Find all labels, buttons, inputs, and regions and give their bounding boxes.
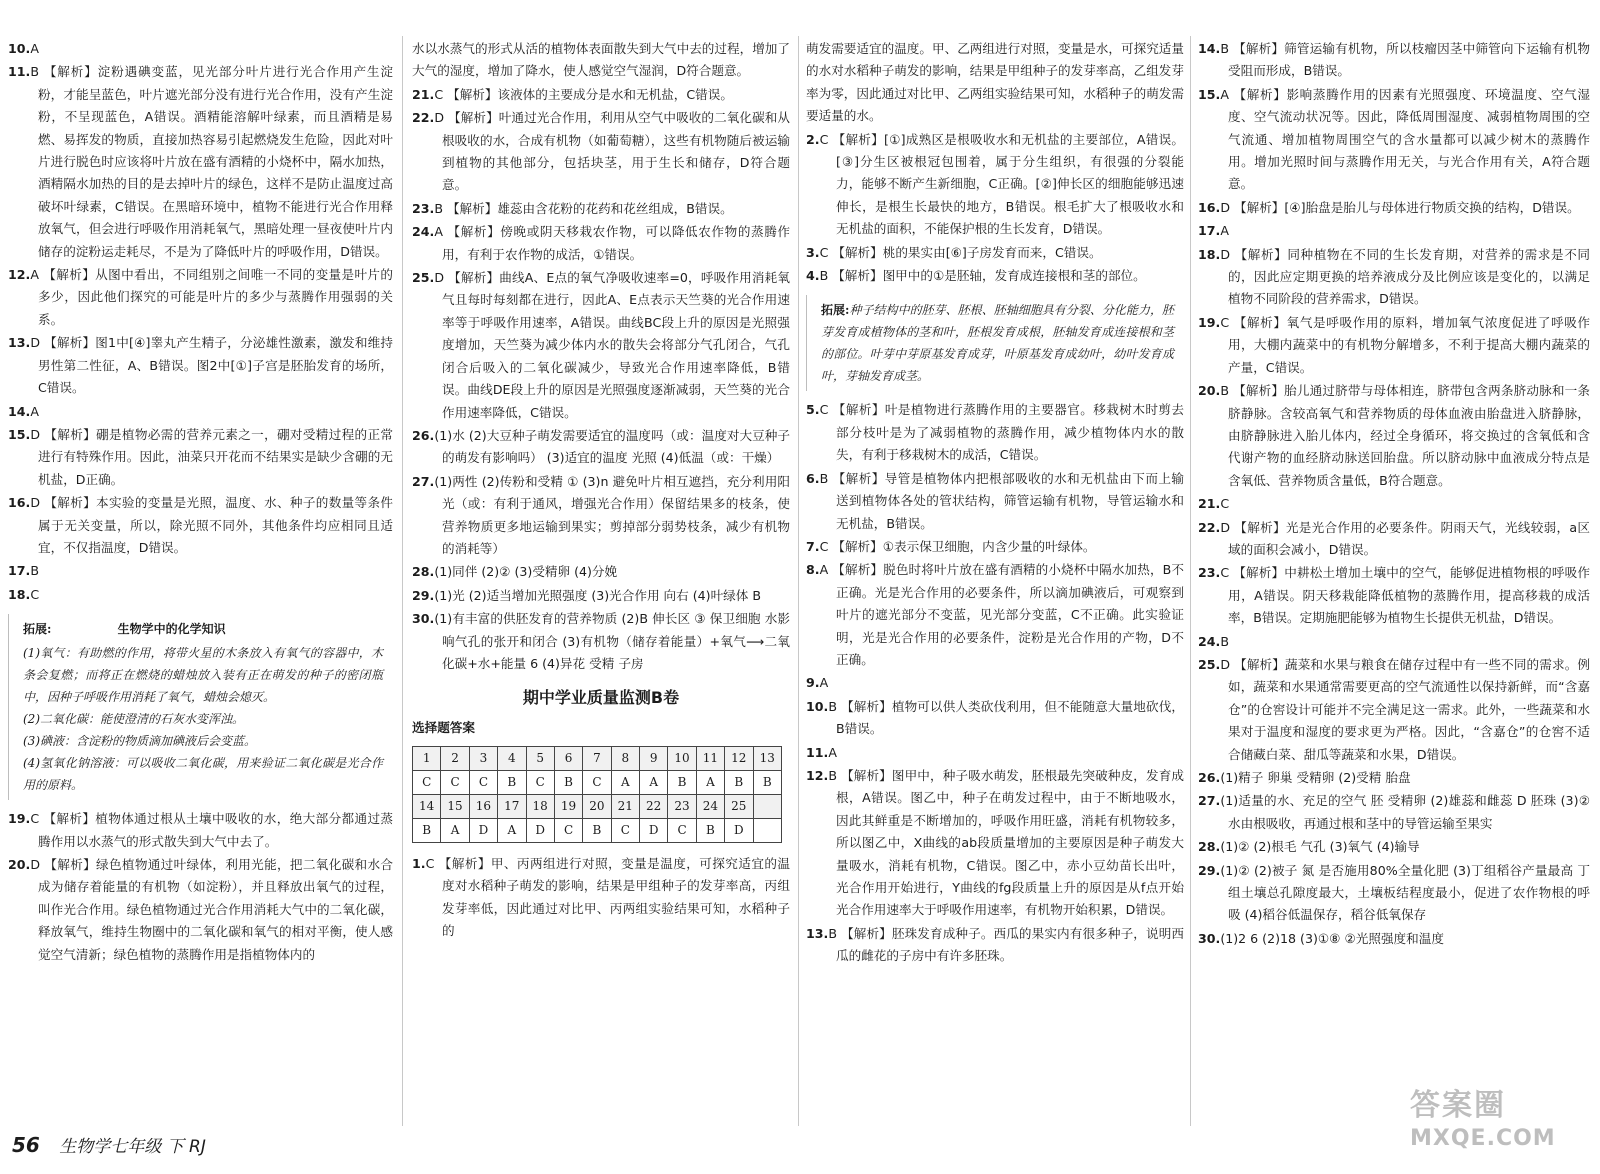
answer-table-cell: A <box>696 770 724 794</box>
answer-item <box>412 107 790 197</box>
page-number: 56 <box>12 1133 40 1157</box>
extension-line: (3)碘液：含淀粉的物质滴加碘液后会变蓝。 <box>23 734 256 749</box>
watermark-cn: 答案圈 <box>1410 1088 1506 1123</box>
answer-table-cell: 21 <box>611 794 639 818</box>
answer-table-cell: B <box>583 818 611 842</box>
answer-table-cell: 7 <box>583 746 611 770</box>
answer-table-cell: 14 <box>413 794 441 818</box>
answer-text: (1)水 (2)大豆种子萌发需要适宜的温度吗（或：温度对大豆种子的萌发有影响吗） (3)适宜的温度 光照 (4)低温（或：干燥） <box>434 427 790 466</box>
answer-text: C 【解析】甲、丙两组进行对照，变量是温度，可探究适宜的温度对水稻种子萌发的影响，结果是甲组种子的发芽率高，丙组发芽率低，因此通过对比甲、丙两组实验结果可知，水稻种子的 <box>425 855 790 938</box>
answer-item <box>412 198 790 220</box>
answer-text: C 【解析】叶是植物进行蒸腾作用的主要器官。移栽树木时剪去部分枝叶是为了减弱植物的蒸腾作用，减少植物体内水的散失，有利于移栽树木的成活，C错误。 <box>819 402 1184 463</box>
page-footer <box>12 1132 206 1157</box>
answer-table-cell <box>753 818 782 842</box>
answer-text: B <box>1220 633 1229 649</box>
answer-item <box>806 923 1184 968</box>
question-number: 28. <box>412 564 435 580</box>
answer-item <box>1198 380 1590 492</box>
answer-text: A <box>30 41 39 56</box>
question-number: 27. <box>1198 793 1221 809</box>
answer-item <box>8 332 393 399</box>
answer-table-number-row <box>413 746 782 770</box>
answer-table-cell: 10 <box>668 746 696 770</box>
answer-text: A 【解析】傍晚或阴天移栽农作物，可以降低农作物的蒸腾作用，有利于农作物的成活，①错误。 <box>434 224 790 262</box>
question-number: 19. <box>1198 314 1221 330</box>
answer-table <box>412 746 782 843</box>
answer-item <box>412 425 790 470</box>
answer-text: C 【解析】该液体的主要成分是水和无机盐，C错误。 <box>434 86 733 102</box>
watermark-logo <box>1410 1080 1590 1160</box>
question-number: 11. <box>806 744 829 760</box>
answer-item <box>1198 836 1590 858</box>
answer-table-cell: 17 <box>498 794 526 818</box>
answer-item <box>1198 562 1590 629</box>
answer-item <box>412 471 790 561</box>
answer-table-cell: D <box>725 818 753 842</box>
section-title: 期中学业质量监测B卷 <box>522 688 680 708</box>
answer-text: (1)光 (2)适当增加光照强度 (3)光合作用 向右 (4)叶绿体 B <box>434 587 762 603</box>
answer-text: (1)② (2)被子 氮 是否施用80%全量化肥 (3)丁组稻谷产量最高 丁组土壤总孔隙度最大，土壤板结程度最小，促进了农作物根的呼吸 (4)稻谷低温保存，稻谷低氧保存 <box>1220 862 1590 923</box>
answer-table-cell: D <box>526 818 554 842</box>
answer-item <box>1198 631 1590 653</box>
answer-text: A 【解析】脱色时将叶片放在盛有酒精的小烧杯中隔水加热，B不正确。光是光合作用的必要条件，所以滴加碘液后，可观察到叶片的遮光部分不变蓝，见光部分变蓝，C不正确。此实验证明，光是光合作用的必要条件，淀粉是光合作用的产物，D不正确。 <box>819 562 1184 667</box>
answer-item <box>806 672 1184 694</box>
extension-lines <box>23 642 383 796</box>
answer-text: (1)2 6 (2)18 (3)①⑧ ②光照强度和温度 <box>1220 930 1444 946</box>
answer-text: A 【解析】影响蒸腾作用的因素有光照强度、环境温度、空气湿度、空气流动状况等。因此，降低周围湿度、减弱植物周围的空气流通、增加植物周围空气的含水量都可以减少树木的蒸腾作用。增加光照时间与蒸腾作用无关，与光合作用有关，A符合题意。 <box>1220 86 1590 192</box>
answer-table-cell: C <box>583 770 611 794</box>
watermark-en: MXQE.COM <box>1410 1126 1556 1151</box>
question-number: 12. <box>806 767 829 783</box>
question-number: 14. <box>1198 41 1221 56</box>
answer-text: D 【解析】本实验的变量是光照，温度、水、种子的数量等条件属于无关变量，所以，除光照不同外，其他条件均应相同且适宜，不仅指温度，D错误。 <box>30 495 393 555</box>
answer-list-col4 <box>1198 38 1590 950</box>
answer-text: D 【解析】[④]胎盘是胎儿与母体进行物质交换的结构，D错误。 <box>1220 199 1580 215</box>
answer-table-cell: 12 <box>725 746 753 770</box>
question-number: 24. <box>412 224 435 240</box>
question-number: 16. <box>8 495 31 511</box>
question-number: 24. <box>1198 633 1221 649</box>
answer-text: 萌发需要适宜的温度。甲、乙两组进行对照，变量是水，可探究适量的水对水稻种子萌发的影响，结果是甲组种子的发芽率高，乙组发芽率为零，因此通过对比甲、乙两组实验结果可知，水稻种子的萌发需要适量的水。 <box>806 41 1184 124</box>
answer-table-cell: C <box>611 818 639 842</box>
answer-text: D 【解析】光是光合作用的必要条件。阴雨天气，光线较弱，a区域的面积会减小，D错误。 <box>1220 519 1590 557</box>
answer-table-cell: B <box>696 818 724 842</box>
answer-table-cell: B <box>668 770 696 794</box>
answer-table-cell: 18 <box>526 794 554 818</box>
question-number: 8. <box>806 562 820 578</box>
answer-text: C 【解析】桃的果实由[⑥]子房发育而来，C错误。 <box>819 244 1102 260</box>
answer-item <box>806 765 1184 922</box>
answer-item <box>1198 84 1590 196</box>
column-2 <box>412 38 790 1118</box>
extension-header <box>23 618 383 640</box>
answer-table-cell: A <box>441 818 469 842</box>
question-number: 25. <box>412 270 435 286</box>
question-number: 17. <box>8 563 31 579</box>
question-number: 16. <box>1198 199 1221 215</box>
question-number: 22. <box>1198 519 1221 535</box>
answer-table-cell: A <box>498 818 526 842</box>
answer-item <box>806 468 1184 535</box>
answer-table-cell <box>753 794 782 818</box>
answer-item <box>806 399 1184 466</box>
answer-item <box>1198 860 1590 927</box>
answer-item <box>8 61 393 263</box>
question-number: 19. <box>8 811 31 827</box>
question-number: 18. <box>8 586 31 602</box>
answer-item <box>1198 493 1590 515</box>
book-title: 生物学七年级 下 RJ <box>59 1137 206 1157</box>
question-number: 10. <box>8 41 31 56</box>
extension-label: 拓展: <box>23 622 52 637</box>
answer-table-cell: D <box>469 818 497 842</box>
question-number: 15. <box>8 426 31 442</box>
question-number: 28. <box>1198 839 1221 855</box>
answer-table-cell: 25 <box>725 794 753 818</box>
answer-text: D 【解析】蔬菜和水果与粮食在储存过程中有一些不同的需求。例如，蔬菜和水果通常需要更高的空气流通性以保持新鲜，而“含嘉仓”的仓窖设计可能并不完全满足这一需求。此外，一些蔬菜和水果对于温度和湿度的要求更为严格。因此，“含嘉仓”的仓窖不适合储藏白菜、甜瓜等蔬菜和水果，D错误。 <box>1220 656 1590 762</box>
answer-text: D 【解析】叶通过光合作用，利用从空气中吸收的二氧化碳和从根吸收的水，合成有机物（如葡萄糖），这些有机物随后被运输到植物的其他部分，包括块茎，用于生长和储存，D符合题意。 <box>434 110 790 193</box>
answer-table-cell: C <box>668 818 696 842</box>
answer-text: B 【解析】筛管运输有机物，所以枝瘤因茎中筛管向下运输有机物受阻而形成，B错误。 <box>1220 41 1590 79</box>
question-number: 13. <box>806 925 829 941</box>
question-number: 23. <box>1198 565 1221 581</box>
answer-item <box>8 264 393 331</box>
answer-table-cell: 23 <box>668 794 696 818</box>
extension-line: (1)氧气：有助燃的作用，将带火星的木条放入有氧气的容器中，木条会复燃；而将正在燃烧的蜡烛放入装有正在萌发的种子的密闭瓶中，因种子呼吸作用消耗了氧气，蜡烛会熄灭。 <box>23 646 383 705</box>
answer-table-cell: 11 <box>696 746 724 770</box>
question-number: 30. <box>1198 930 1221 946</box>
question-number: 20. <box>8 856 31 872</box>
column-divider <box>1190 36 1191 1126</box>
question-number: 15. <box>1198 86 1221 102</box>
answer-item <box>8 584 393 606</box>
question-number: 17. <box>1198 223 1221 239</box>
extension-line: (4)氢氧化钠溶液：可以吸收二氧化碳，用来验证二氧化碳是光合作用的原料。 <box>23 756 383 793</box>
answer-item <box>8 560 393 582</box>
answer-text: 水以水蒸气的形式从活的植物体表面散失到大气中去的过程，增加了大气的湿度，增加了降水，使人感觉空气湿润，D符合题意。 <box>412 41 790 79</box>
answer-table-cell: 19 <box>554 794 582 818</box>
answer-table-cell: C <box>554 818 582 842</box>
answer-item <box>1198 767 1590 789</box>
answer-table-cell: 24 <box>696 794 724 818</box>
answer-list-col2b <box>412 853 790 943</box>
answer-item <box>412 608 790 675</box>
answer-table-cell: A <box>611 770 639 794</box>
answer-table-cell: 4 <box>498 746 526 770</box>
question-number: 27. <box>412 473 435 489</box>
question-number: 12. <box>8 267 31 283</box>
question-number: 21. <box>412 86 435 102</box>
answer-text: (1)两性 (2)传粉和受精 ① (3)n 避免叶片相互遮挡，充分利用阳光（或：有利于通风，增强光合作用）保留结果多的枝条，使营养物质更多地运输到果实；剪掉部分弱势枝条，减少有机物的消耗等） <box>434 473 790 556</box>
question-number: 22. <box>412 110 435 126</box>
answer-text: D 【解析】同种植物在不同的生长发育期，对营养的需求是不同的，因此应定期更换的培养液成分及比例应该是变化的，以满足植物不同阶段的营养需求，D错误。 <box>1220 246 1590 307</box>
answer-table-cell: B <box>753 770 782 794</box>
question-number: 23. <box>412 200 435 216</box>
answer-item <box>412 221 790 266</box>
answer-text: (1)适量的水、充足的空气 胚 受精卵 (2)雄蕊和雌蕊 D 胚珠 (3)② 水由根吸收，再通过根和茎中的导管运输至果实 <box>1220 793 1590 831</box>
question-number: 30. <box>412 611 435 627</box>
answer-table-cell: 5 <box>526 746 554 770</box>
question-number: 10. <box>806 698 829 714</box>
answer-text: C 【解析】植物体通过根从土壤中吸收的水，绝大部分都通过蒸腾作用以水蒸气的形式散失到大气中去了。 <box>30 811 393 849</box>
answer-text: B 【解析】胎儿通过脐带与母体相连，脐带包含两条脐动脉和一条脐静脉。含较高氧气和营养物质的母体血液由胎盘进入脐静脉，由脐静脉进入胎儿体内，经过全身循环，将交换过的含氧低和含代谢产物的血经脐动脉送回胎盘。所以脐动脉中血液成分特点是含氧低、营养物质含量低，B符合题意。 <box>1220 383 1590 488</box>
question-number: 25. <box>1198 656 1221 672</box>
answer-item <box>412 853 790 943</box>
answer-text: B 【解析】图甲中，种子吸水萌发，胚根最先突破种皮，发育成根，A错误。图乙中，种子在萌发过程中，由于不断地吸水，因此其鲜重是不断增加的，呼吸作用旺盛，消耗有机物较多，所以图乙中，X曲线的ab段质量增加的主要原因是种子萌发大量吸水，消耗有机物，C错误。图乙中，赤小豆幼苗长出叶，光合作用开始进行，Y曲线的fg段质量上升的原因是从f点开始光合作用速率大于呼吸作用速率，有机物开始积累，D错误。 <box>828 767 1184 918</box>
column-4 <box>1198 38 1590 1118</box>
answer-text: C <box>1220 496 1230 512</box>
answer-item <box>806 242 1184 264</box>
question-number: 13. <box>8 335 31 351</box>
answer-item <box>1198 244 1590 311</box>
question-number: 26. <box>1198 770 1221 785</box>
answer-text: B 【解析】雄蕊由含花粉的花药和花丝组成，B错误。 <box>434 200 733 216</box>
column-1 <box>8 38 393 1118</box>
question-number: 26. <box>412 427 435 443</box>
answer-table-cell: 8 <box>611 746 639 770</box>
answer-table-cell: B <box>498 770 526 794</box>
extension-box-chemistry <box>8 614 393 800</box>
question-number: 18. <box>1198 246 1221 262</box>
answer-table-cell: C <box>441 770 469 794</box>
answer-text: C 【解析】①表示保卫细胞，内含少量的叶绿体。 <box>819 538 1096 554</box>
answer-item <box>1198 928 1590 950</box>
column-divider <box>798 36 799 1126</box>
answer-item <box>8 424 393 491</box>
answer-item <box>806 129 1184 241</box>
answer-text: A <box>30 403 39 419</box>
answer-table-cell: B <box>554 770 582 794</box>
column-3 <box>806 38 1184 1118</box>
answer-item <box>412 585 790 607</box>
answer-table-cell: 15 <box>441 794 469 818</box>
answer-text: B 【解析】胚珠发育成种子。西瓜的果实内有很多种子，说明西瓜的雌花的子房中有许多胚珠。 <box>828 925 1184 964</box>
answer-item <box>8 38 393 60</box>
answer-text: D 【解析】图1中[④]睾丸产生精子，分泌雄性激素，激发和维持男性第二性征，A、B错误。图2中[①]子宫是胚胎发育的场所，C错误。 <box>30 335 393 396</box>
answer-text: B 【解析】图甲中的①是胚轴，发育成连接根和茎的部位。 <box>819 268 1146 284</box>
answer-item <box>1198 220 1590 242</box>
answer-table-cell: 16 <box>469 794 497 818</box>
extension-line: 种子结构中的胚芽、胚根、胚轴细胞具有分裂、分化能力，胚芽发育成植物体的茎和叶，胚根发育成根，胚轴发育成连接根和茎的部位。叶芽中芽原基发育成芽，叶原基发育成幼叶，幼叶发育成叶，芽轴发育成茎。 <box>821 303 1174 384</box>
answer-item <box>1198 654 1590 766</box>
answer-text: C 【解析】中耕松土增加土壤中的空气，能够促进植物根的呼吸作用，A错误。阴天移栽能降低植物的蒸腾作用，提高移栽的成活率，B错误。定期施肥能够为植物生长提供无机盐，D错误。 <box>1220 565 1590 626</box>
answer-table-cell: 22 <box>640 794 668 818</box>
answer-item <box>806 559 1184 671</box>
answer-table-cell: C <box>413 770 441 794</box>
question-number: 3. <box>806 244 820 260</box>
answer-list-col3b <box>806 399 1184 967</box>
extension-title: 生物学中的化学知识 <box>117 622 226 637</box>
answer-text: A <box>819 675 829 691</box>
question-number: 11. <box>8 64 31 80</box>
answer-table-number-row <box>413 794 782 818</box>
answer-text: D 【解析】硼是植物必需的营养元素之一，硼对受精过程的正常进行有特殊作用。因此，油菜只开花而不结果实是缺少含硼的无机盐，D正确。 <box>30 426 393 487</box>
answer-table-cell: 6 <box>554 746 582 770</box>
answer-text: B <box>30 563 39 579</box>
answer-item <box>806 536 1184 558</box>
extension-box-seed <box>806 295 1184 391</box>
question-number: 2. <box>806 131 820 147</box>
answer-item <box>1198 312 1590 379</box>
question-number: 5. <box>806 402 820 418</box>
answer-text: B 【解析】植物可以供人类砍伐利用，但不能随意大量地砍伐，B错误。 <box>828 698 1184 737</box>
answer-item <box>8 854 393 966</box>
section-subtitle: 选择题答案 <box>412 720 475 736</box>
answer-table-cell: 3 <box>469 746 497 770</box>
answer-text: A 【解析】从图中看出，不同组别之间唯一不同的变量是叶片的多少，因此他们探究的可能是叶片的多少与蒸腾作用强弱的关系。 <box>30 267 393 327</box>
answer-item <box>412 84 790 106</box>
answer-text: (1)有丰富的供胚发育的营养物质 (2)B 伸长区 ③ 保卫细胞 水影响气孔的张开和闭合 (3)有机物（储存着能量）+氧气⟶二氧化碳+水+能量 6 (4)异花 受精 子房 <box>434 611 790 671</box>
answer-item <box>1198 790 1590 835</box>
answer-item <box>412 38 790 83</box>
question-number: 4. <box>806 268 820 284</box>
answer-item <box>1198 38 1590 83</box>
answer-item <box>8 492 393 559</box>
column-divider <box>402 36 403 1126</box>
answer-table-cell: C <box>526 770 554 794</box>
answer-text: (1)同伴 (2)② (3)受精卵 (4)分娩 <box>434 564 618 580</box>
answer-table-cell: B <box>413 818 441 842</box>
answer-text: B 【解析】淀粉遇碘变蓝，见光部分叶片进行光合作用产生淀粉，才能呈蓝色，叶片遮光部分没有进行光合作用，没有产生淀粉，不呈现蓝色，A错误。酒精能溶解叶绿素，而且酒精是易燃、易挥发的物质，直接加热容易引起燃烧发生危险，因此对叶片进行脱色时应该将叶片放在盛有酒精的小烧杯中，隔水加热，酒精隔水加热的目的是去掉叶片的绿色，这样不是防止温度过高破坏叶绿素，C错误。在黑暗环境中，植物不能进行光合作用释放氧气，但会进行呼吸作用消耗氧气，黑暗处理一昼夜使叶片内储存的淀粉运走耗尽，不是为了降低叶片的呼吸作用，D错误。 <box>30 64 393 259</box>
answer-table-cell: 9 <box>640 746 668 770</box>
answer-table-cell: D <box>640 818 668 842</box>
answer-list-col3 <box>806 38 1184 287</box>
answer-text: D 【解析】曲线A、E点的氧气净吸收速率=0，呼吸作用消耗氧气且每时每刻都在进行，因此A、E点表示天竺葵的光合作用速率等于呼吸作用速率，A错误。曲线BC段上升的原因是光照强度增加，天竺葵为减少体内水的散失会将部分气孔闭合，气孔闭合后吸入的二氧化碳减少，导致光合作用速率降低，B错误。曲线DE段上升的原因是光照强度逐渐减弱，天竺葵的光合作用速率降低，C错误。 <box>434 270 790 420</box>
answer-item <box>8 401 393 423</box>
answer-text: A <box>828 744 837 760</box>
answer-item <box>806 265 1184 287</box>
extension-lines <box>821 299 1174 387</box>
question-number: 29. <box>412 587 435 603</box>
answer-text: (1)② (2)根毛 气孔 (3)氧气 (4)输导 <box>1220 839 1420 855</box>
answer-list-col1b <box>8 808 393 966</box>
answer-table-cell: 20 <box>583 794 611 818</box>
answer-list-col1 <box>8 38 393 606</box>
answer-table-cell: 2 <box>441 746 469 770</box>
answer-text: D 【解析】绿色植物通过叶绿体，利用光能，把二氧化碳和水合成为储存着能量的有机物（如淀粉），并且释放出氧气的过程，叫作光合作用。绿色植物通过光合作用消耗大气中的二氧化碳，释放氧气，维持生物圈中的二氧化碳和氧气的相对平衡，使人感觉空气清新；绿色植物的蒸腾作用是指植物体内的 <box>30 856 393 962</box>
answer-item <box>806 742 1184 764</box>
question-number: 20. <box>1198 383 1221 399</box>
answer-text: (1)精子 卵巢 受精卵 (2)受精 胎盘 <box>1220 770 1411 785</box>
answer-item <box>412 561 790 583</box>
answer-table-answer-row <box>413 818 782 842</box>
answer-text: A <box>1220 223 1229 239</box>
answer-item <box>1198 197 1590 219</box>
question-number: 29. <box>1198 862 1221 878</box>
answer-table-cell: B <box>725 770 753 794</box>
answer-table-cell: 1 <box>413 746 441 770</box>
question-number: 7. <box>806 538 820 554</box>
question-number: 21. <box>1198 496 1221 512</box>
extension-line: (2)二氧化碳：能使澄清的石灰水变浑浊。 <box>23 712 244 727</box>
answer-item <box>806 696 1184 741</box>
answer-item <box>8 808 393 853</box>
extension-label: 拓展: <box>821 303 850 318</box>
question-number: 6. <box>806 470 820 486</box>
answer-item <box>412 267 790 424</box>
answer-text: B 【解析】导管是植物体内把根部吸收的水和无机盐由下而上输送到植物体各处的管状结构，筛管运输有机物，导管运输水和无机盐，B错误。 <box>819 470 1184 531</box>
question-number: 9. <box>806 675 820 691</box>
answer-table-cell: 13 <box>753 746 782 770</box>
answer-item <box>806 38 1184 128</box>
question-number: 1. <box>412 855 426 871</box>
answer-list-col2 <box>412 38 790 675</box>
question-number: 14. <box>8 403 31 419</box>
answer-text: C 【解析】氧气是呼吸作用的原料，增加氧气浓度促进了呼吸作用，大棚内蔬菜中的有机物分解增多，不利于提高大棚内蔬菜的产量，C错误。 <box>1220 314 1590 375</box>
answer-table-answer-row <box>413 770 782 794</box>
answer-item <box>1198 517 1590 562</box>
answer-text: C <box>30 586 40 602</box>
answer-text: C 【解析】[①]成熟区是根吸收水和无机盐的主要部位，A错误。[③]分生区被根冠包围着，属于分生组织，有很强的分裂能力，能够不断产生新细胞，C正确。[②]伸长区的细胞能够迅速伸长，是根生长最快的地方，B错误。根毛扩大了根吸收水和无机盐的面积，不能保护根的生长发育，D错误。 <box>819 131 1184 237</box>
answer-table-cell: A <box>640 770 668 794</box>
answer-table-cell: C <box>469 770 497 794</box>
